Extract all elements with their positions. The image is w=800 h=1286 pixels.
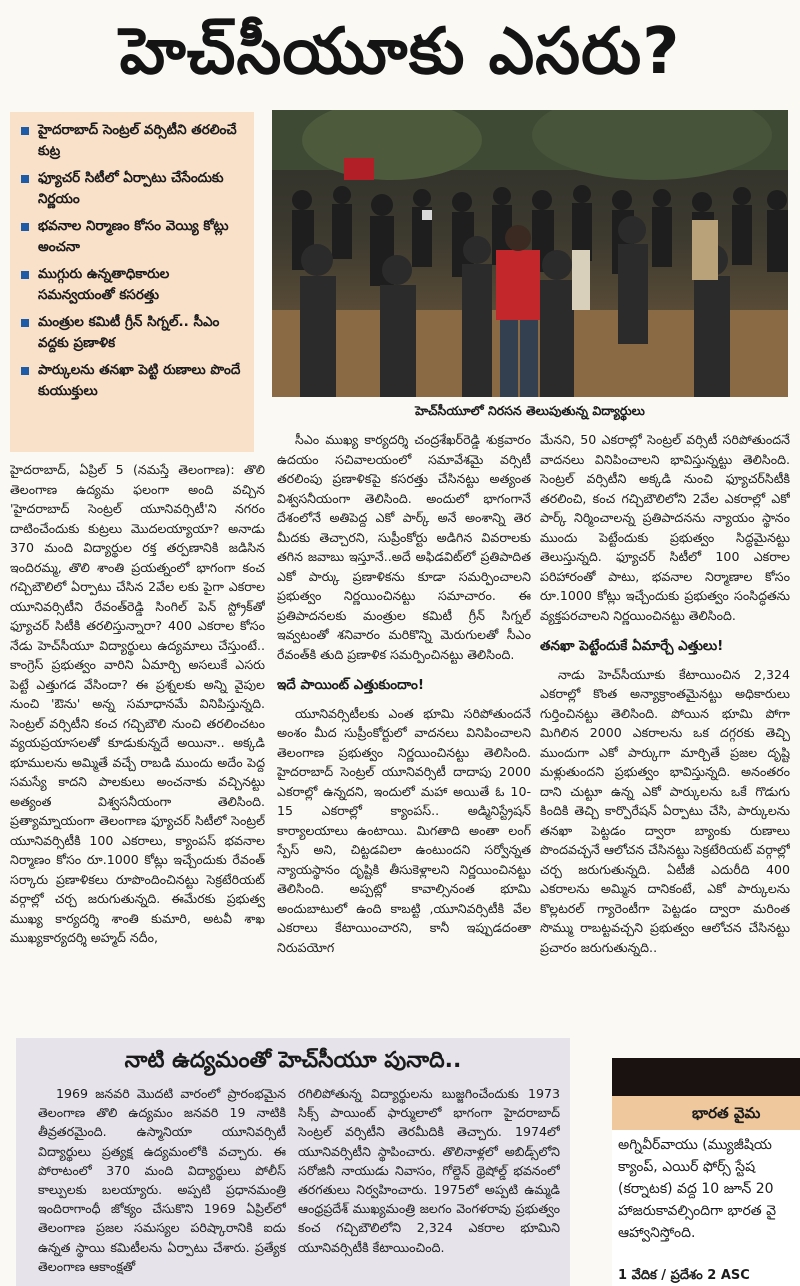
highlight-item: ఫ్యూచర్ సిటీలో ఏర్పాటు చేసేందుకు నిర్ణయం <box>20 168 246 210</box>
paragraph: నాడు హెచ్‌సీయూకు కేటాయించిన 2,324 ఎకరాల్లో కొంత అన్యాక్రాంతమైనట్టు అధికారులు గుర్తించినట్టు తెలిసింది. పోయిన భూమి పోగా మిగిలిన 2000 ఎకరాలను ఒక దగ్గరకు తెచ్చి ముందుగా ఎకో పార్కుగా మార్చితే ప్రజల దృష్టి మళ్లుతుందని ప్రభుత్వం భావిస్తున్నది. అనంతరం దాని చుట్టూ ఉన్న ఎకో పార్కులను ఒకే గొడుగు కిందికి తెచ్చి కార్పొరేషన్ ఏర్పాటు చేసి, పార్కులను తనఖా పెట్టడం ద్వారా బ్యాంకు రుణాలు పొందవచ్చనే ఆలోచన చేసినట్టు సెక్రటేరియట్ వర్గాల్లో చర్చ జరుగుతున్నది. ఏటీజీ ఎదురీది 400 ఎకరాలను అమ్మిన దానికంటే, ఎకో పార్కులను కొల్లటరల్ గ్యారెంటీగా పెట్టడం ద్వారా మరింత సొమ్ము రాబట్టవచ్చని ప్రభుత్వం ఆలోచన చేసినట్టు ప్రచారం జరుగుతున్నది.. <box>540 666 790 955</box>
history-box-column-2: రగిలిపోతున్న విద్యార్థులను బుజ్జగించేందుకు 1973 సిక్స్ పాయింట్ ఫార్ములాలో భాగంగా హైదరాబాద్ సెంట్రల్ వర్సిటీని తెరమీదికి తెచ్చారు. 1974లో యూనివర్సిటీని స్థాపించారు. తొలినాళ్లలో అబిడ్స్‌లోని సరోజినీ నాయుడు నివాసం, గోల్డెన్ థ్రెషోల్డ్ భవనంలో తరగతులు నిర్వహించారు. 1975లో అప్పటి ఉమ్మడి ఆంధ్రప్రదేశ్ ముఖ్యమంత్రి జలగం వెంగళరావు ప్రభుత్వం కంచ గచ్చిబౌలిలోని 2,324 ఎకరాల భూమిని యూనివర్సిటీకి కేటాయించింది. <box>298 1086 560 1255</box>
article-column-1 <box>10 460 265 1032</box>
ad-text: అగ్నివీర్‌వాయు (మ్యుజీషియ క్యాంప్, ఎయిర్ ఫోర్స్ స్టేష (కర్నాటక) వద్ద 10 జూన్ 20 హాజరుకావల్సిందిగా భారత వై ఆహ్వానిస్తోంది. <box>618 1137 777 1241</box>
paragraph: హైదరాబాద్, ఏప్రిల్ 5 (నమస్తే తెలంగాణ): తొలి తెలంగాణ ఉద్యమ ఫలంగా అంది వచ్చిన 'హైదరాబాద్ సెంట్రల్ యూనివర్సిటీ'ని నగరం దాటించేందుకు కుట్రలు మొదలయ్యాయా? అనాడు 370 మంది విద్యార్థుల రక్త తర్పణానికి జడిసిన ఇందిరమ్మ, తొలి శాంతి ప్రయత్నంలో భాగంగా కంచ గచ్చిబౌలిలో ఏర్పాటు చేసిన 2వేల లకు పైగా ఎకరాల యూనివర్సిటీని రేవంత్‌రెడ్డి సింగిల్ పెన్ స్ట్రోక్‌తో ఫ్యూచర్ సిటీకి తరలిస్తున్నారా? 400 ఎకరాల కోసం నేడు హెచ్‌సీయూ విద్యార్థులు ఉద్యమాలు చేస్తుంటే.. కాంగ్రెస్ ప్రభుత్వం వారిని ఏమార్చి అసలుకే ఎసరు పెట్టే ఎత్తుగడ వేసిందా? ఈ ప్రశ్నలకు అన్ని వైపుల నుంచి 'ఔను' అన్న సమాధానమే వినిపిస్తున్నది. సెంట్రల్ వర్సిటీని కంచ గచ్చిబౌలి నుంచి తరలించటం వ్యయప్రయాసలతో కూడుకున్నదే అయినా.. అక్కడి భూములను అమ్మితే వచ్చే రాబడి ముందు అదేం పెద్ద సమస్యే కాదని పాలకులు అంచనాకు వచ్చినట్టు అత్యంత విశ్వసనీయంగా తెలిసింది. ప్రత్యామ్నాయంగా తెలంగాణ ఫ్యూచర్ సిటీలో సెంట్రల్ యూనివర్సిటీకి 100 ఎకరాలు, క్యాంపస్ భవనాల నిర్మాణం కోసం రూ.1000 కోట్లు ఇచ్చేందుకు రేవంత్ సర్కారు ప్రణాళికలు రూపొందించినట్టు సెక్రటేరియట్ వర్గాల్లో చర్చ జరుగుతున్నది. ఈమేరకు ప్రభుత్వ ముఖ్య కార్యదర్శి శాంతి కుమారి, అటవీ శాఖ ముఖ్యకార్యదర్శి అహ్మద్ నదీం, <box>10 462 265 945</box>
headline: హెచ్‌సీయూకు ఎసరు? <box>119 15 681 89</box>
ad-header-bar <box>612 1058 800 1096</box>
paragraph: సీఎం ముఖ్య కార్యదర్శి చంద్రశేఖర్‌రెడ్డి శుక్రవారం ఉదయం సచివాలయంలో సమావేశమై వర్సిటీ తరలింపు ప్రణాళికపై కసరత్తు చేసినట్టు అత్యంత విశ్వసనీయంగా తెలిసింది. అందులో భాగంగానే దేశంలోనే అతిపెద్ద ఎకో పార్క్ అనే అంశాన్ని తెర మీదకు తెచ్చారని, సుప్రీంకోర్టు అడిగిన వివరాలకు తగిన జవాబు ఇస్తూనే..అదే అఫిడవిట్‌లో ప్రతిపాదిత ఎకో పార్కు ప్రణాళికను కూడా సమర్పించాలని ప్రభుత్వం నిర్ణయించినట్టు సమాచారం. ఈ ప్రతిపాదనలకు మంత్రుల కమిటీ గ్రీన్ సిగ్నల్ ఇవ్వటంతో శనివారం మరికొన్ని మెరుగులతో సీఎం రేవంత్‌కి తుది ప్రణాళిక సమర్పించినట్టు తెలిసింది. <box>277 432 531 662</box>
square-bullet-icon <box>21 319 29 327</box>
paragraph: యూనివర్సిటీలకు ఎంత భూమి సరిపోతుందనే అంశం మీద సుప్రీంకోర్టులో వాదనలు వినిపించాలని తెలంగాణ ప్రభుత్వం నిర్ణయించినట్టు తెలిసింది. హైదరాబాద్ సెంట్రల్ యూనివర్సిటీ దాదాపు 2000 ఎకరాల్లో ఉన్నదని, ఇందులో మహా అయితే ఓ 10-15 ఎకరాల్లో క్యాంపస్.. అడ్మినిస్ట్రేషన్ కార్యాలయాలు ఉంటాయి. మిగతాది అంతా లంగ్ స్పేస్ అని, చిట్టడవిలా ఉంటుందని సర్వోన్నత న్యాయస్థానం దృష్టికి తీసుకెళ్లాలని నిర్ణయించినట్టు తెలిసింది. అప్పట్లో కావాల్సినంత భూమి అందుబాటులో ఉంది కాబట్టి ,యూనివర్సిటీకి వేల ఎకరాలు కేటాయించారని, కానీ ఇప్పుడదంతా నిరుపయోగ <box>277 705 531 955</box>
protest-photo-illustration <box>272 110 788 397</box>
protest-photo <box>272 110 788 397</box>
square-bullet-icon <box>21 175 29 183</box>
highlight-item: పార్కులను తనఖా పెట్టి రుణాలు పొందే కుయుక్తులు <box>20 360 246 402</box>
highlight-item: హైదరాబాద్ సెంట్రల్ వర్సిటీని తరలించే కుట్ర <box>20 120 246 162</box>
subheading: ఇదే పాయింట్ ఎత్తుకుందాం! <box>277 677 425 693</box>
advertisement <box>612 1058 800 1286</box>
paragraph: మేనని, 50 ఎకరాల్లో సెంట్రల్ వర్సిటీ సరిపోతుందనే వాదనలు వినిపించాలని భావిస్తున్నట్టు తెలిసింది. సెంట్రల్ వర్సిటీని అక్కడి నుంచి ఫ్యూచర్‌సిటీకి తరలించి, కంచ గచ్చిబౌలిలోని 2వేల ఎకరాల్లో ఎకో పార్క్ నిర్మించాలన్న ప్రతిపాదనను న్యాయం స్థానం ముందు పెట్టేందుకు ప్రభుత్వం సిద్ధమైనట్టు తెలుస్తున్నది. ఫ్యూచర్ సిటీలో 100 ఎకరాల పరిహారంతో పాటు, భవనాల నిర్మాణాల కోసం రూ.1000 కోట్లు ఇచ్చేందుకు ప్రభుత్వం సంసిద్ధతను వ్యక్తపరచాలని నిర్ణయించినట్టు తెలిసింది. <box>540 432 790 623</box>
highlights-box <box>10 112 254 452</box>
square-bullet-icon <box>21 271 29 279</box>
square-bullet-icon <box>21 367 29 375</box>
photo-caption: హెచ్‌సీయూలో నిరసన తెలుపుతున్న విద్యార్థులు <box>415 403 645 418</box>
subheading: తనఖా పెట్టేందుకే ఏమార్చే ఎత్తులు! <box>540 638 724 654</box>
history-box-title: నాటి ఉద్యమంతో హెచ్‌సీయూ పునాది.. <box>124 1048 462 1073</box>
history-box <box>16 1038 570 1286</box>
square-bullet-icon <box>21 223 29 231</box>
article-column-3 <box>540 430 790 1032</box>
history-box-column-1: 1969 జనవరి మొదటి వారంలో ప్రారంభమైన తెలంగాణ తొలి ఉద్యమం జనవరి 19 నాటికి తీవ్రతరమైంది. ఉస్మానియా యూనివర్సిటీ విద్యార్థులు ప్రత్యక్ష ఉద్యమంలోకి వచ్చారు. ఈ పోరాటంలో 370 మంది విద్యార్థులు పోలీస్ కాల్పులకు బలయ్యారు. అప్పటి ప్రధానమంత్రి ఇందిరాగాంధీ జోక్యం చేసుకొని 1969 ఏప్రిల్‌లో తెలంగాణ ప్రజల సమస్యల పరిష్కారానికి ఐదు ఉన్నత స్థాయి కమిటీలను ఏర్పాటు చేశారు. ప్రత్యేక తెలంగాణ ఆకాంక్షతో <box>38 1086 286 1274</box>
ad-footer: 1 వేదిక / ప్రదేశం 2 ASC <box>618 1268 750 1283</box>
square-bullet-icon <box>21 127 29 135</box>
article-column-2 <box>277 430 531 1032</box>
highlight-item: ముగ్గురు ఉన్నతాధికారుల సమన్వయంతో కసరత్తు <box>20 264 246 306</box>
highlight-item: భవనాల నిర్మాణం కోసం వెయ్యి కోట్లు అంచనా <box>20 216 246 258</box>
ad-heading: భారత వైమ <box>612 1096 800 1130</box>
highlight-item: మంత్రుల కమిటీ గ్రీన్ సిగ్నల్.. సీఎం వద్దకు ప్రణాళిక <box>20 312 246 354</box>
